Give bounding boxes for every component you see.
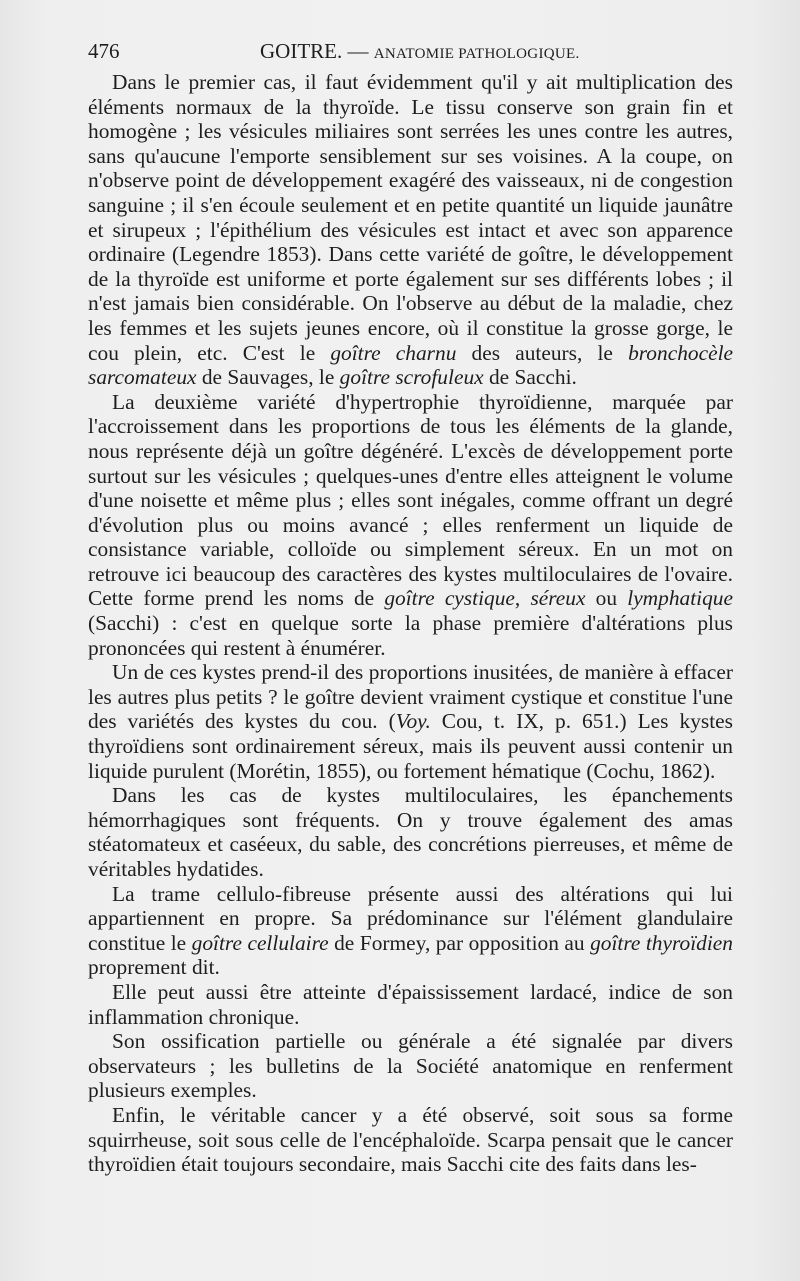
italic-term: goître charnu bbox=[330, 340, 457, 365]
text-run: de Sauvages, le bbox=[196, 365, 340, 390]
page-header bbox=[88, 36, 733, 66]
text-run: proprement dit. bbox=[88, 955, 220, 980]
italic-term: goître cystique bbox=[384, 586, 515, 611]
running-head bbox=[260, 36, 580, 69]
text-run: Un de ces kystes prend-il des proportions inusitées, de manière à effacer les autres plus petits ? le goître devient vraiment cystique et constitue l'une des variétés des kystes du cou. ( bbox=[88, 660, 733, 734]
italic-term: goître cellulaire bbox=[191, 930, 329, 955]
paragraph bbox=[88, 390, 733, 661]
paragraph bbox=[88, 980, 733, 1029]
running-head-main: GOITRE. — bbox=[260, 39, 374, 63]
text-run: Son ossification partielle ou générale a été signalée par divers observateurs ; les bulletins de la Société anatomique en renferment plusieurs exemples. bbox=[88, 1029, 733, 1103]
paragraph bbox=[88, 70, 733, 390]
italic-term: lymphatique bbox=[627, 586, 733, 611]
text-run: (Sacchi) : c'est en quelque sorte la phase première d'altérations plus prononcées qui restent à énumérer. bbox=[88, 611, 733, 660]
paragraph bbox=[88, 882, 733, 980]
italic-term: bronchocèle sarcomateux bbox=[88, 340, 734, 390]
italic-term: goître thyroïdien bbox=[590, 930, 733, 955]
text-run: Dans le premier cas, il faut évidemment qu'il y ait multiplication des éléments normaux de la thyroïde. Le tissu conserve son grain fin et homogène ; les vésicules miliaires sont serrées les unes contre les autres, sans qu'aucune l'emporte sensiblement sur ses voisines. A la coupe, on n'observe point de développement exagéré des vaisseaux, ni de congestion sanguine ; il s'en écoule seulement et en petite quantité un liquide jaunâtre et sirupeux ; l'épithélium des vésicules est intact et avec son apparence ordinaire (Legendre 1853). Dans cette variété de goître, le développement de la thyroïde est uniforme et porte également sur ses différents lobes ; il n'est jamais bien considérable. On l'observe au début de la maladie, chez les femmes et les sujets jeunes encore, où il constitue la grosse gorge, le cou plein, etc. C'est le bbox=[88, 70, 733, 365]
paragraph bbox=[88, 783, 733, 881]
text-run: Elle peut aussi être atteinte d'épaississement lardacé, indice de son inflammation chronique. bbox=[88, 979, 733, 1029]
text-run: ou bbox=[585, 586, 628, 611]
text-run: La trame cellulo-fibreuse présente aussi des altérations qui lui appartiennent en propre. Sa prédominance sur l'élément glandulaire constitue le bbox=[88, 881, 733, 955]
paragraph bbox=[88, 1029, 733, 1103]
text-run: , bbox=[514, 586, 531, 611]
text-run: La deuxième variété d'hypertrophie thyroïdienne, marquée par l'accroissement dans les proportions de tous les éléments de la glande, nous représente déjà un goître dégénéré. L'excès de développement porte surtout sur les vésicules ; quelques-unes d'entre elles atteignent le volume d'une noisette et même plus ; elles sont inégales, comme offrant un degré d'évolution plus ou moins avancé ; elles renferment un liquide de consistance variable, colloïde ou simplement séreux. En un mot on retrouve ici beaucoup des caractères des kystes multiloculaires de l'ovaire. Cette forme prend les noms de bbox=[88, 389, 733, 611]
text-run: de Formey, par opposition au bbox=[328, 930, 591, 955]
text-run: Enfin, le véritable cancer y a été observé, soit sous sa forme squirrheuse, soit sous celle de l'encéphaloïde. Scarpa pensait que le cancer thyroïdien était toujours secondaire, mais Sacchi cite des faits dans les- bbox=[88, 1102, 733, 1177]
text-run: Cou, t. IX, p. 651.) Les kystes thyroïdiens sont ordinairement séreux, mais ils peuvent aussi contenir un liquide purulent (Morétin, 1855), ou fortement hématique (Cochu, 1862). bbox=[88, 709, 733, 783]
italic-term: séreux bbox=[530, 586, 586, 611]
text-run: des auteurs, le bbox=[456, 340, 629, 365]
running-head-sub: ANATOMIE PATHOLOGIQUE. bbox=[373, 46, 580, 62]
paragraph bbox=[88, 1103, 733, 1177]
text-run: Dans les cas de kystes multiloculaires, les épanchements hémorrhagiques sont fréquents. On y trouve également des amas stéatomateux et caséeux, du sable, des concrétions pierreuses, et même de véritables hydatides. bbox=[88, 783, 733, 881]
italic-term: goître scrofuleux bbox=[339, 365, 484, 390]
page-number: 476 bbox=[88, 39, 120, 63]
italic-term: Voy. bbox=[395, 709, 431, 734]
paragraph bbox=[88, 660, 733, 783]
text-run: de Sacchi. bbox=[483, 365, 577, 390]
body-text bbox=[88, 70, 733, 1177]
